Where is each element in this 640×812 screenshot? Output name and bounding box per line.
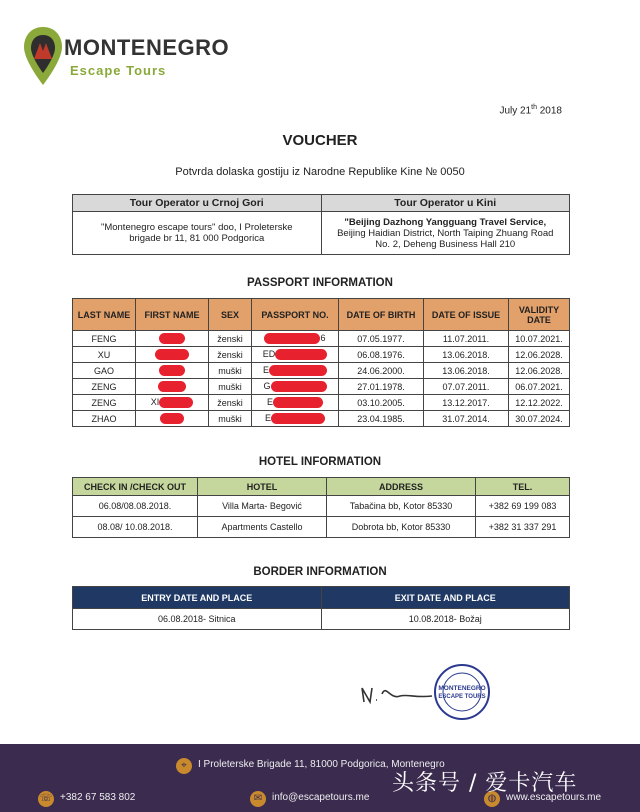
cell-last-name: XU (73, 347, 136, 363)
cell-last-name: FENG (73, 331, 136, 347)
cell-first-name (136, 379, 209, 395)
cell-issue: 13.06.2018. (424, 363, 509, 379)
table-row (73, 496, 570, 517)
watermark: 头条号 / 爱卡汽车 (392, 771, 578, 796)
cell-validity: 12.12.2022. (509, 395, 570, 411)
signature-icon (362, 688, 432, 702)
operator-header-china: Tour Operator u Kini (321, 195, 570, 212)
cell-passport-no: G (252, 379, 339, 395)
cell-entry: 06.08.2018- Sitnica (73, 609, 322, 630)
cell-issue: 07.07.2011. (424, 379, 509, 395)
col-validity-date: VALIDITY DATE (509, 299, 570, 331)
phone-icon: ☏ (38, 791, 54, 807)
redaction-mark (155, 349, 189, 360)
col-tel: TEL. (476, 478, 570, 496)
table-row (73, 517, 570, 538)
redaction-mark (264, 333, 320, 344)
cell-last-name: ZHAO (73, 411, 136, 427)
cell-dates: 06.08/08.08.2018. (73, 496, 198, 517)
cell-sex: ženski (209, 331, 252, 347)
cell-exit: 10.08.2018- Božaj (321, 609, 570, 630)
page-subtitle: Potvrda dolaska gostiju iz Narodne Republike Kine № 0050 (175, 166, 465, 178)
svg-text:ESCAPE TOURS: ESCAPE TOURS (438, 694, 486, 700)
email-icon: ✉ (250, 791, 266, 807)
col-date-of-issue: DATE OF ISSUE (424, 299, 509, 331)
col-sex: SEX (209, 299, 252, 331)
cell-dob: 07.05.1977. (339, 331, 424, 347)
location-pin-icon: ⌖ (176, 758, 192, 774)
cell-dob: 24.06.2000. (339, 363, 424, 379)
col-check-in-out: CHECK IN /CHECK OUT (73, 478, 198, 496)
logo-pin-icon (22, 25, 64, 89)
col-last-name: LAST NAME (73, 299, 136, 331)
cell-issue: 11.07.2011. (424, 331, 509, 347)
cell-last-name: GAO (73, 363, 136, 379)
col-hotel: HOTEL (198, 478, 327, 496)
logo-tagline: Escape Tours (70, 63, 167, 78)
cell-validity: 12.06.2028. (509, 363, 570, 379)
table-row (73, 411, 570, 427)
redaction-mark (275, 349, 327, 360)
border-section-title: BORDER INFORMATION (253, 566, 387, 578)
footer-phone: +382 67 583 802 (60, 792, 136, 803)
company-logo (22, 25, 230, 89)
operator-china: "Beijing Dazhong Yangguang Travel Service, Beijing Haidian District, North Taiping Zhuang Road No. 2, Deheng Business Hall 210 (321, 212, 570, 255)
cell-first-name (136, 331, 209, 347)
cell-dob: 03.10.2005. (339, 395, 424, 411)
cell-address: Tabačina bb, Kotor 85330 (327, 496, 476, 517)
redaction-mark (160, 413, 184, 424)
redaction-mark (269, 365, 327, 376)
cell-passport-no: ED (252, 347, 339, 363)
tour-operator-table (72, 194, 570, 255)
passport-table (72, 298, 570, 427)
cell-issue: 31.07.2014. (424, 411, 509, 427)
table-row (73, 363, 570, 379)
cell-tel: +382 69 199 083 (476, 496, 570, 517)
col-entry: ENTRY DATE AND PLACE (73, 587, 322, 609)
cell-first-name (136, 411, 209, 427)
cell-address: Dobrota bb, Kotor 85330 (327, 517, 476, 538)
cell-dob: 06.08.1976. (339, 347, 424, 363)
redaction-mark (158, 381, 186, 392)
svg-text:MONTENEGRO: MONTENEGRO (438, 685, 486, 692)
col-passport-no: PASSPORT NO. (252, 299, 339, 331)
cell-issue: 13.12.2017. (424, 395, 509, 411)
cell-validity: 06.07.2021. (509, 379, 570, 395)
col-first-name: FIRST NAME (136, 299, 209, 331)
cell-first-name (136, 347, 209, 363)
signature-stamp (356, 662, 496, 722)
table-row (73, 609, 570, 630)
cell-passport-no: E (252, 411, 339, 427)
cell-hotel: Apartments Castello (198, 517, 327, 538)
operator-header-montenegro: Tour Operator u Crnoj Gori (73, 195, 322, 212)
cell-hotel: Villa Marta- Begović (198, 496, 327, 517)
cell-validity: 12.06.2028. (509, 347, 570, 363)
cell-passport-no: E (252, 363, 339, 379)
operator-montenegro: "Montenegro escape tours" doo, I Proleterske brigade br 11, 81 000 Podgorica (73, 212, 322, 255)
cell-dob: 27.01.1978. (339, 379, 424, 395)
cell-first-name (136, 363, 209, 379)
cell-dates: 08.08/ 10.08.2018. (73, 517, 198, 538)
redaction-mark (159, 333, 185, 344)
cell-last-name: ZENG (73, 379, 136, 395)
col-exit: EXIT DATE AND PLACE (321, 587, 570, 609)
redaction-mark (159, 397, 193, 408)
table-row (73, 347, 570, 363)
cell-passport-no: 6 (252, 331, 339, 347)
redaction-mark (271, 413, 325, 424)
hotel-section-title: HOTEL INFORMATION (258, 456, 382, 468)
redaction-mark (271, 381, 327, 392)
redaction-mark (159, 365, 185, 376)
hotel-table (72, 477, 570, 538)
page-title: VOUCHER (282, 132, 358, 149)
cell-last-name: ZENG (73, 395, 136, 411)
logo-brand-text: MONTENEGRO (64, 35, 230, 60)
col-date-of-birth: DATE OF BIRTH (339, 299, 424, 331)
footer-website: www.escapetours.me (506, 792, 602, 803)
cell-passport-no: E (252, 395, 339, 411)
passport-section-title: PASSPORT INFORMATION (247, 277, 393, 289)
cell-sex: ženski (209, 347, 252, 363)
footer-address: I Proleterske Brigade 11, 81000 Podgorica, Montenegro (198, 759, 445, 770)
col-address: ADDRESS (327, 478, 476, 496)
cell-issue: 13.06.2018. (424, 347, 509, 363)
table-row (73, 331, 570, 347)
cell-tel: +382 31 337 291 (476, 517, 570, 538)
voucher-date: July 21th 2018 (499, 104, 562, 117)
cell-validity: 30.07.2024. (509, 411, 570, 427)
cell-sex: muški (209, 411, 252, 427)
border-table (72, 586, 570, 630)
cell-dob: 23.04.1985. (339, 411, 424, 427)
cell-first-name: XI (136, 395, 209, 411)
table-row (73, 379, 570, 395)
cell-sex: muški (209, 379, 252, 395)
cell-validity: 10.07.2021. (509, 331, 570, 347)
table-row (73, 395, 570, 411)
cell-sex: ženski (209, 395, 252, 411)
globe-icon: ◍ (484, 791, 500, 807)
footer-email: info@escapetours.me (272, 792, 370, 803)
cell-sex: muški (209, 363, 252, 379)
redaction-mark (273, 397, 323, 408)
